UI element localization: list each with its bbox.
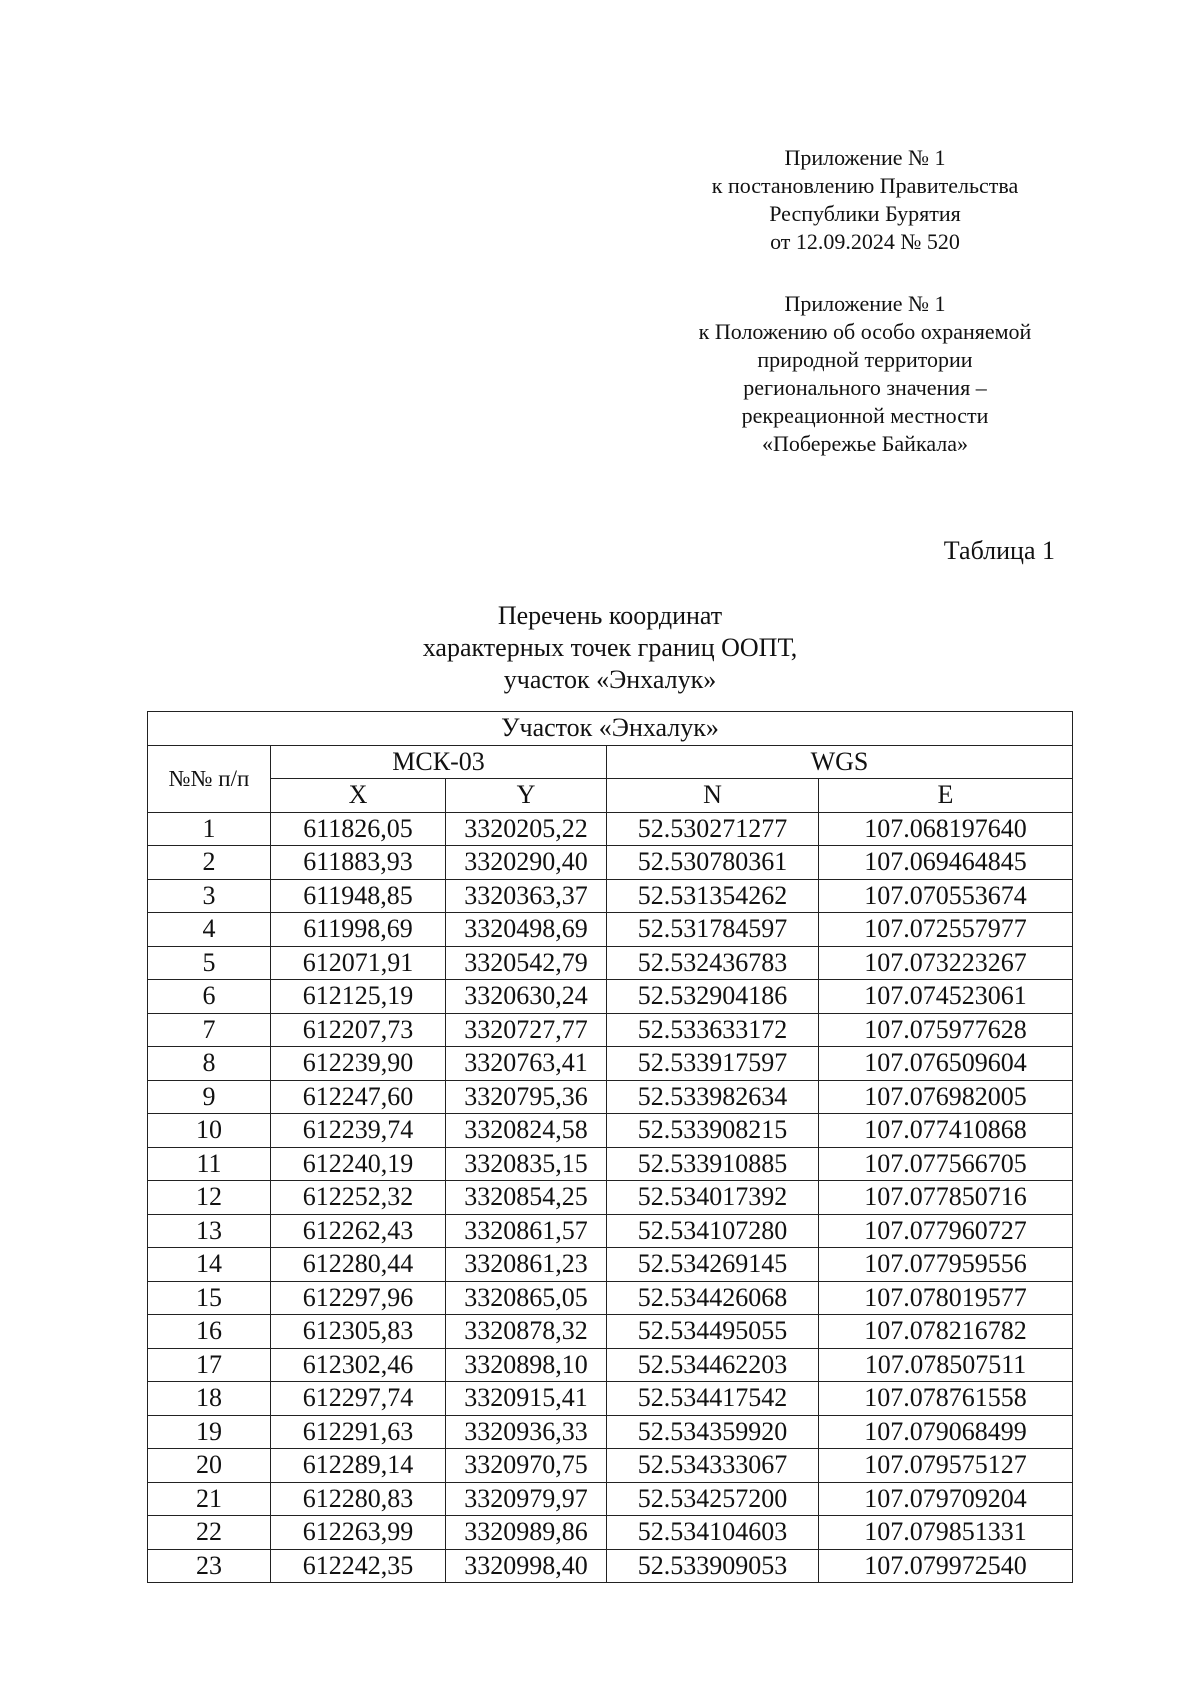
cell-wgs-n: 52.534426068 (607, 1281, 819, 1315)
table-row (148, 1549, 1073, 1583)
cell-wgs-e: 107.074523061 (819, 980, 1073, 1014)
cell-msk-y: 3320865,05 (446, 1281, 607, 1315)
cell-wgs-n: 52.534257200 (607, 1482, 819, 1516)
title-line: характерных точек границ ООПТ, (422, 633, 798, 662)
col-header-number: №№ п/п (148, 745, 271, 812)
appendix-decree-block (640, 144, 1090, 256)
cell-wgs-n: 52.532904186 (607, 980, 819, 1014)
cell-wgs-e: 107.078216782 (819, 1315, 1073, 1349)
cell-wgs-e: 107.077960727 (819, 1214, 1073, 1248)
cell-wgs-e: 107.068197640 (819, 812, 1073, 846)
cell-msk-y: 3320998,40 (446, 1549, 607, 1583)
table-row (148, 1449, 1073, 1483)
cell-msk-x: 612280,83 (271, 1482, 446, 1516)
coordinates-table (147, 711, 1073, 1583)
appendix-decree-line: Приложение № 1 (784, 145, 946, 170)
cell-msk-x: 612262,43 (271, 1214, 446, 1248)
cell-number: 21 (148, 1482, 271, 1516)
cell-msk-y: 3320824,58 (446, 1114, 607, 1148)
cell-msk-y: 3320290,40 (446, 846, 607, 880)
table-row (148, 1348, 1073, 1382)
cell-msk-y: 3320498,69 (446, 913, 607, 947)
cell-msk-y: 3320989,86 (446, 1516, 607, 1550)
cell-msk-x: 612297,74 (271, 1382, 446, 1416)
cell-wgs-n: 52.533908215 (607, 1114, 819, 1148)
cell-wgs-n: 52.533982634 (607, 1080, 819, 1114)
cell-wgs-n: 52.534417542 (607, 1382, 819, 1416)
cell-wgs-e: 107.078761558 (819, 1382, 1073, 1416)
col-header-y: Y (446, 779, 607, 813)
cell-wgs-n: 52.534107280 (607, 1214, 819, 1248)
table-row (148, 1214, 1073, 1248)
cell-msk-y: 3320835,15 (446, 1147, 607, 1181)
cell-msk-x: 611998,69 (271, 913, 446, 947)
cell-wgs-e: 107.073223267 (819, 946, 1073, 980)
cell-msk-x: 612239,74 (271, 1114, 446, 1148)
table-row (148, 1516, 1073, 1550)
cell-msk-x: 612289,14 (271, 1449, 446, 1483)
cell-msk-x: 612242,35 (271, 1549, 446, 1583)
cell-msk-y: 3320898,10 (446, 1348, 607, 1382)
table-row (148, 1415, 1073, 1449)
cell-number: 22 (148, 1516, 271, 1550)
cell-msk-y: 3320970,75 (446, 1449, 607, 1483)
cell-msk-x: 612125,19 (271, 980, 446, 1014)
cell-msk-y: 3320854,25 (446, 1181, 607, 1215)
cell-wgs-e: 107.079068499 (819, 1415, 1073, 1449)
appendix-regulation-line: к Положению об особо охраняемой (698, 319, 1032, 344)
cell-wgs-e: 107.069464845 (819, 846, 1073, 880)
cell-wgs-e: 107.076982005 (819, 1080, 1073, 1114)
cell-number: 3 (148, 879, 271, 913)
cell-msk-x: 612207,73 (271, 1013, 446, 1047)
cell-number: 10 (148, 1114, 271, 1148)
cell-msk-y: 3320936,33 (446, 1415, 607, 1449)
group-header-wgs: WGS (607, 745, 1073, 779)
table-row (148, 1013, 1073, 1047)
cell-msk-y: 3320979,97 (446, 1482, 607, 1516)
appendix-decree-line: Республики Бурятия (769, 201, 961, 226)
cell-number: 17 (148, 1348, 271, 1382)
cell-msk-x: 612252,32 (271, 1181, 446, 1215)
cell-wgs-e: 107.070553674 (819, 879, 1073, 913)
appendix-decree-line: к постановлению Правительства (711, 173, 1019, 198)
table-row (148, 846, 1073, 880)
cell-msk-x: 611826,05 (271, 812, 446, 846)
table-row (148, 1080, 1073, 1114)
section-header: Участок «Энхалук» (148, 712, 1073, 746)
cell-number: 9 (148, 1080, 271, 1114)
cell-number: 11 (148, 1147, 271, 1181)
cell-wgs-e: 107.076509604 (819, 1047, 1073, 1081)
cell-msk-x: 612263,99 (271, 1516, 446, 1550)
cell-number: 8 (148, 1047, 271, 1081)
title-line: участок «Энхалук» (503, 665, 717, 694)
col-header-x: X (271, 779, 446, 813)
table-row (148, 980, 1073, 1014)
cell-wgs-n: 52.533910885 (607, 1147, 819, 1181)
cell-number: 7 (148, 1013, 271, 1047)
cell-number: 18 (148, 1382, 271, 1416)
cell-msk-x: 612297,96 (271, 1281, 446, 1315)
cell-msk-y: 3320878,32 (446, 1315, 607, 1349)
table-row (148, 1482, 1073, 1516)
table-row (148, 1315, 1073, 1349)
cell-number: 13 (148, 1214, 271, 1248)
appendix-regulation-line: регионального значения – (743, 375, 987, 400)
cell-number: 1 (148, 812, 271, 846)
cell-number: 15 (148, 1281, 271, 1315)
cell-number: 6 (148, 980, 271, 1014)
cell-wgs-n: 52.534359920 (607, 1415, 819, 1449)
cell-wgs-n: 52.533917597 (607, 1047, 819, 1081)
cell-msk-y: 3320861,57 (446, 1214, 607, 1248)
cell-msk-y: 3320542,79 (446, 946, 607, 980)
cell-number: 16 (148, 1315, 271, 1349)
cell-wgs-e: 107.079575127 (819, 1449, 1073, 1483)
cell-wgs-n: 52.534333067 (607, 1449, 819, 1483)
cell-wgs-e: 107.075977628 (819, 1013, 1073, 1047)
cell-number: 5 (148, 946, 271, 980)
table-row (148, 1382, 1073, 1416)
cell-msk-y: 3320205,22 (446, 812, 607, 846)
col-header-e: E (819, 779, 1073, 813)
cell-wgs-e: 107.077959556 (819, 1248, 1073, 1282)
cell-wgs-e: 107.078019577 (819, 1281, 1073, 1315)
col-header-n: N (607, 779, 819, 813)
cell-number: 14 (148, 1248, 271, 1282)
cell-wgs-e: 107.079709204 (819, 1482, 1073, 1516)
cell-wgs-e: 107.077850716 (819, 1181, 1073, 1215)
cell-msk-y: 3320363,37 (446, 879, 607, 913)
appendix-decree-line: от 12.09.2024 № 520 (770, 229, 960, 254)
cell-msk-x: 612291,63 (271, 1415, 446, 1449)
cell-wgs-e: 107.078507511 (819, 1348, 1073, 1382)
table-row (148, 1248, 1073, 1282)
cell-wgs-e: 107.079851331 (819, 1516, 1073, 1550)
cell-wgs-n: 52.534462203 (607, 1348, 819, 1382)
cell-msk-x: 611948,85 (271, 879, 446, 913)
cell-wgs-n: 52.531354262 (607, 879, 819, 913)
cell-msk-x: 612305,83 (271, 1315, 446, 1349)
appendix-regulation-line: Приложение № 1 (784, 291, 946, 316)
coordinates-table-body (148, 812, 1073, 1583)
cell-msk-y: 3320727,77 (446, 1013, 607, 1047)
cell-number: 2 (148, 846, 271, 880)
table-row (148, 1114, 1073, 1148)
cell-number: 19 (148, 1415, 271, 1449)
cell-msk-x: 612302,46 (271, 1348, 446, 1382)
cell-wgs-n: 52.530780361 (607, 846, 819, 880)
cell-msk-x: 612239,90 (271, 1047, 446, 1081)
table-row (148, 1147, 1073, 1181)
appendix-regulation-block (640, 290, 1090, 458)
table-row (148, 1181, 1073, 1215)
cell-wgs-n: 52.534104603 (607, 1516, 819, 1550)
cell-msk-y: 3320795,36 (446, 1080, 607, 1114)
cell-wgs-n: 52.534495055 (607, 1315, 819, 1349)
cell-wgs-e: 107.077566705 (819, 1147, 1073, 1181)
group-header-msk: МСК-03 (271, 745, 607, 779)
cell-wgs-e: 107.072557977 (819, 913, 1073, 947)
cell-wgs-n: 52.533633172 (607, 1013, 819, 1047)
cell-msk-y: 3320763,41 (446, 1047, 607, 1081)
cell-number: 23 (148, 1549, 271, 1583)
cell-wgs-n: 52.530271277 (607, 812, 819, 846)
cell-number: 20 (148, 1449, 271, 1483)
table-row (148, 913, 1073, 947)
cell-wgs-n: 52.533909053 (607, 1549, 819, 1583)
cell-number: 12 (148, 1181, 271, 1215)
cell-msk-y: 3320861,23 (446, 1248, 607, 1282)
title-line: Перечень координат (497, 601, 723, 630)
table-row (148, 879, 1073, 913)
table-row (148, 1281, 1073, 1315)
cell-wgs-n: 52.534269145 (607, 1248, 819, 1282)
appendix-regulation-line: «Побережье Байкала» (761, 431, 969, 456)
cell-msk-x: 611883,93 (271, 846, 446, 880)
table-label: Таблица 1 (943, 536, 1055, 565)
cell-wgs-e: 107.079972540 (819, 1549, 1073, 1583)
cell-msk-x: 612240,19 (271, 1147, 446, 1181)
cell-msk-x: 612280,44 (271, 1248, 446, 1282)
cell-msk-x: 612247,60 (271, 1080, 446, 1114)
cell-msk-x: 612071,91 (271, 946, 446, 980)
cell-number: 4 (148, 913, 271, 947)
table-row (148, 1047, 1073, 1081)
cell-msk-y: 3320630,24 (446, 980, 607, 1014)
cell-wgs-n: 52.531784597 (607, 913, 819, 947)
appendix-regulation-line: природной территории (757, 347, 973, 372)
cell-msk-y: 3320915,41 (446, 1382, 607, 1416)
cell-wgs-n: 52.532436783 (607, 946, 819, 980)
table-row (148, 946, 1073, 980)
cell-wgs-e: 107.077410868 (819, 1114, 1073, 1148)
cell-wgs-n: 52.534017392 (607, 1181, 819, 1215)
document-title (148, 600, 1072, 696)
table-row (148, 812, 1073, 846)
appendix-regulation-line: рекреационной местности (741, 403, 989, 428)
